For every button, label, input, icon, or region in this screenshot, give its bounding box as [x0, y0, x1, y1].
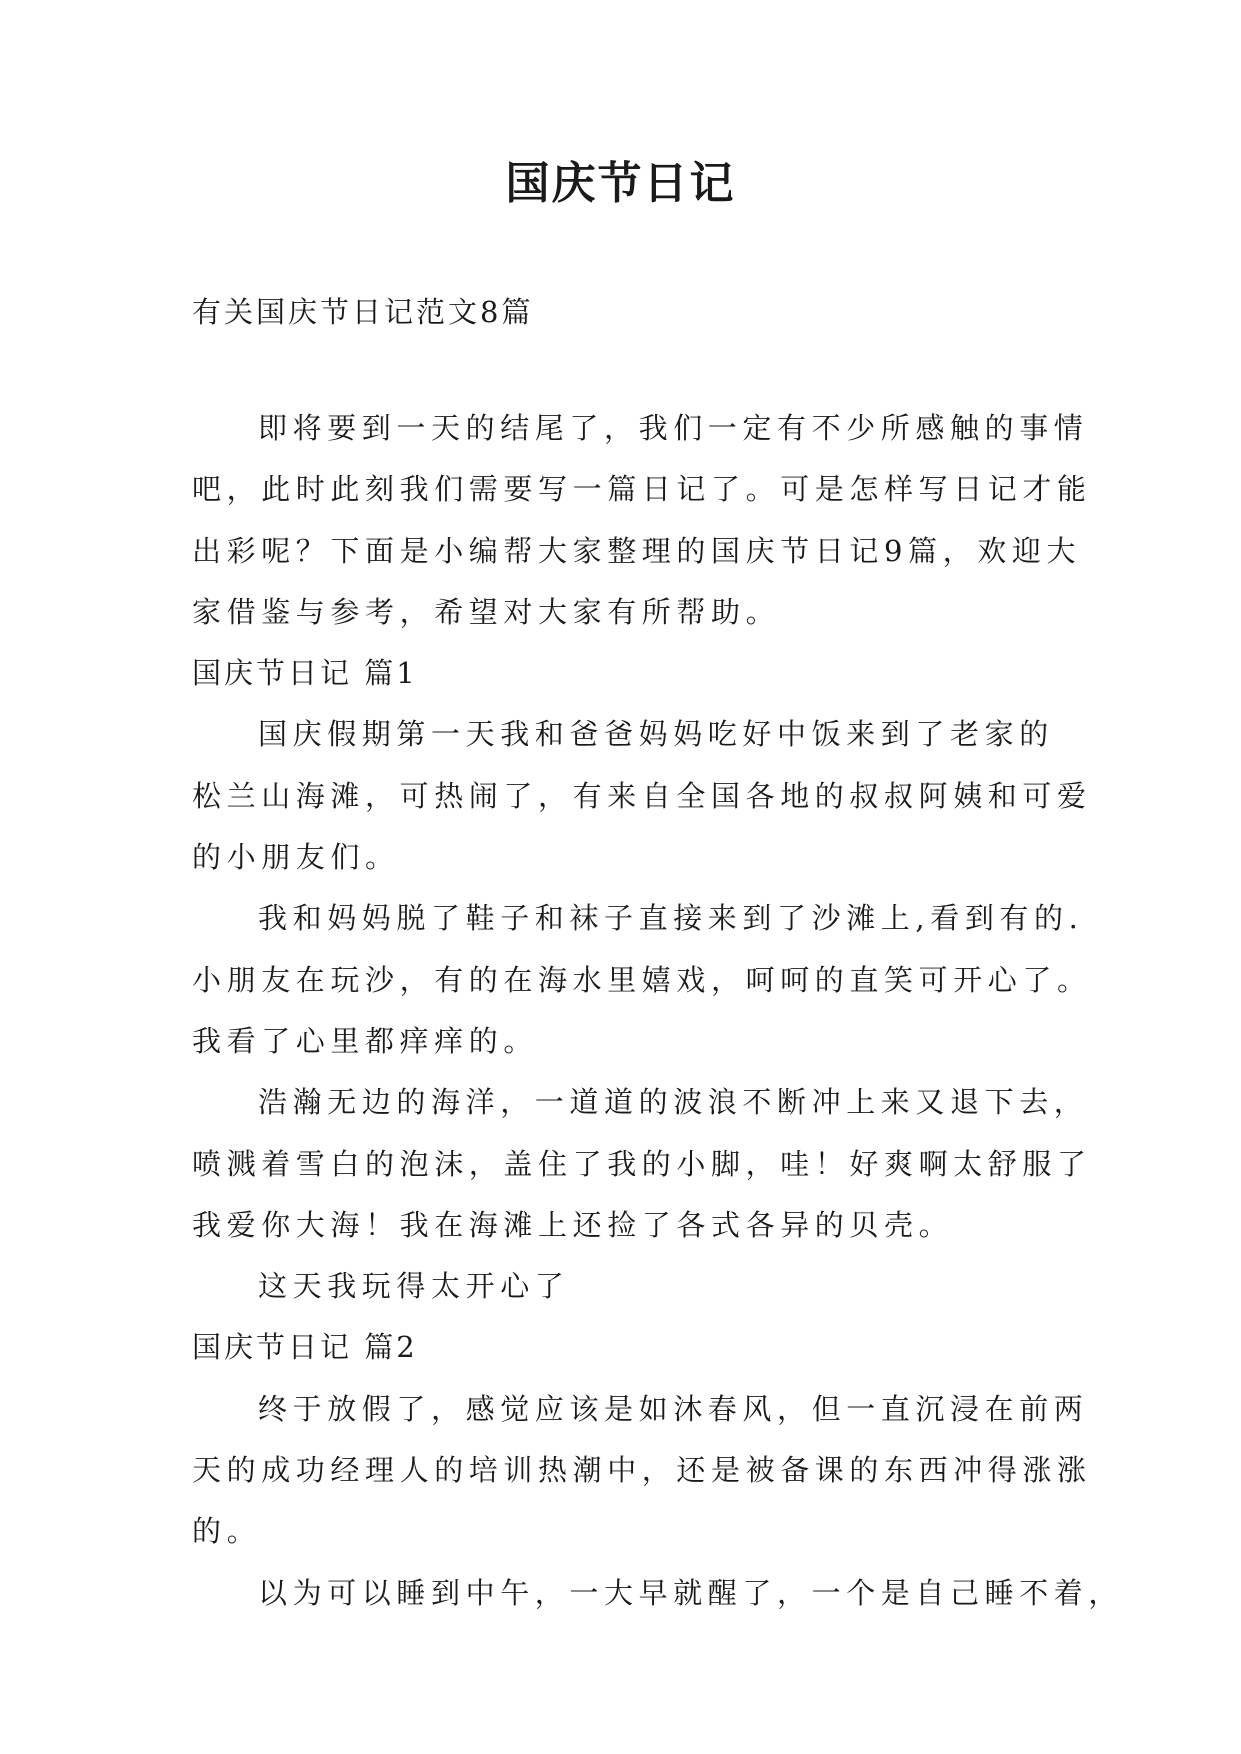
section-heading: 国庆节日记 篇1 [192, 656, 418, 691]
paragraph-line: 天的成功经理人的培训热潮中，还是被备课的东西冲得涨涨 [192, 1453, 1092, 1488]
document-title: 国庆节日记 [505, 158, 736, 209]
paragraph-line: 的小朋友们。 [192, 840, 400, 875]
paragraph-line: 以为可以睡到中午，一大早就醒了，一个是自己睡不着， [258, 1575, 1124, 1610]
paragraph-line: 终于放假了，感觉应该是如沐春风，但一直沉浸在前两 [258, 1391, 1089, 1426]
paragraph-line: 我看了心里都痒痒的。 [192, 1023, 539, 1058]
paragraph-line: 这天我玩得太开心了 [258, 1269, 570, 1304]
section-heading: 国庆节日记 篇2 [192, 1330, 418, 1365]
paragraph-line: 的。 [192, 1514, 262, 1549]
paragraph-line: 我和妈妈脱了鞋子和袜子直接来到了沙滩上,看到有的. [258, 901, 1084, 936]
paragraph-line: 我爱你大海！我在海滩上还捡了各式各异的贝壳。 [192, 1207, 954, 1242]
paragraph-line: 即将要到一天的结尾了，我们一定有不少所感触的事情 [258, 411, 1089, 445]
paragraph-line: 吧，此时此刻我们需要写一篇日记了。可是怎样写日记才能 [192, 472, 1092, 507]
paragraph-line: 小朋友在玩沙，有的在海水里嬉戏，呵呵的直笑可开心了。 [192, 962, 1092, 997]
document-subtitle: 有关国庆节日记范文8篇 [192, 295, 534, 329]
paragraph-line: 喷溅着雪白的泡沫，盖住了我的小脚，哇！好爽啊太舒服了 [192, 1146, 1092, 1181]
paragraph-line: 出彩呢？下面是小编帮大家整理的国庆节日记9篇，欢迎大 [192, 533, 1082, 568]
paragraph-line: 松兰山海滩，可热闹了，有来自全国各地的叔叔阿姨和可爱 [192, 778, 1092, 813]
paragraph-line: 国庆假期第一天我和爸爸妈妈吃好中饭来到了老家的 [258, 717, 1054, 752]
paragraph-line: 家借鉴与参考，希望对大家有所帮助。 [192, 594, 781, 629]
document-body [192, 408, 1124, 1634]
paragraph-line: 浩瀚无边的海洋，一道道的波浪不断冲上来又退下去， [258, 1085, 1089, 1120]
